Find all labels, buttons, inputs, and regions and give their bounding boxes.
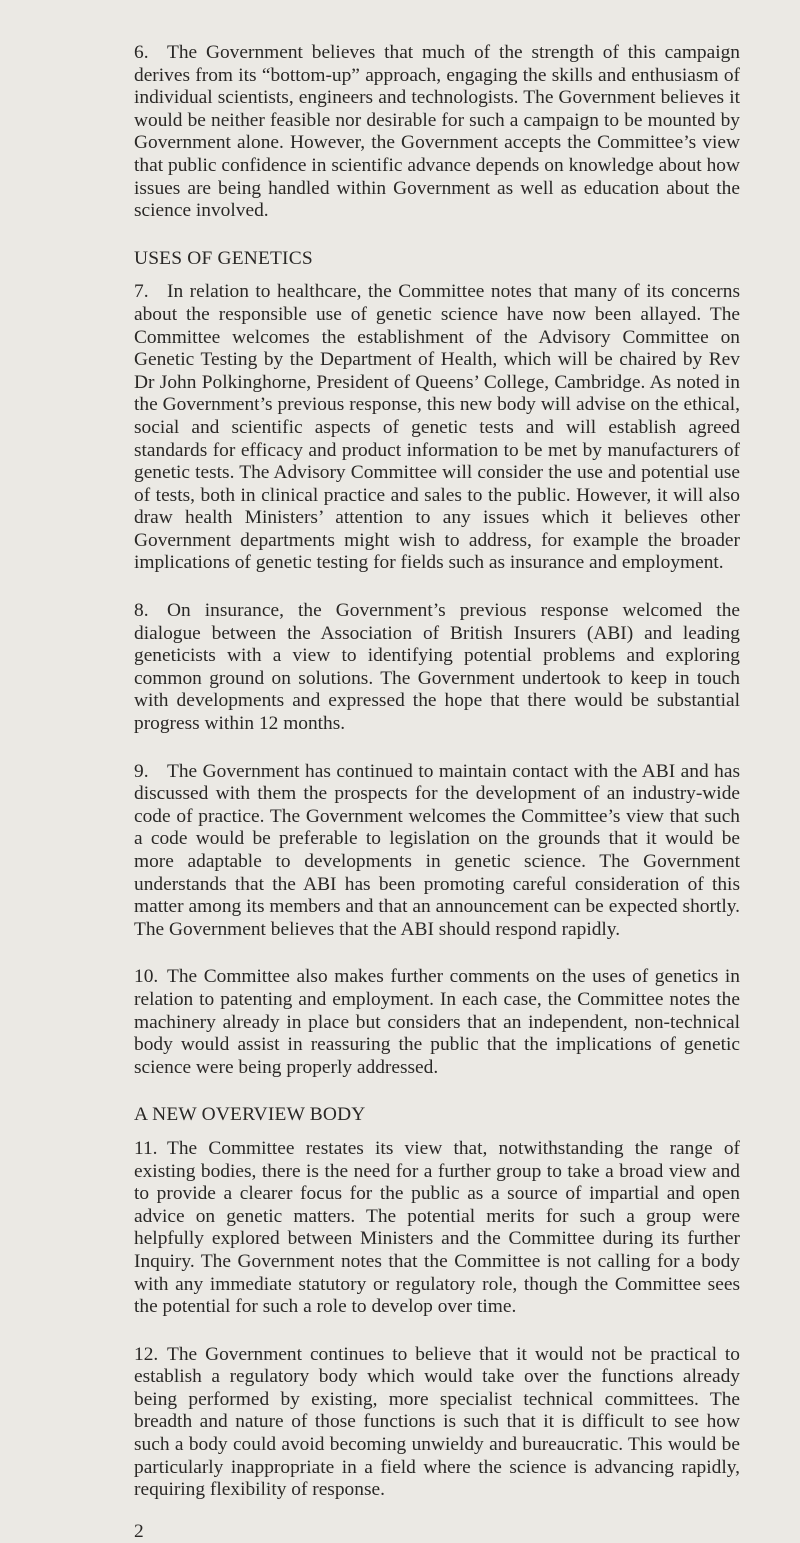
paragraph-number: 6. xyxy=(134,42,149,63)
paragraph-9 xyxy=(134,761,740,942)
paragraph-number: 11. xyxy=(134,1137,158,1159)
paragraph-text: The Government continues to believe that it would not be practical to establish a regulatory body which would take over the functions already being performed by existing, more specialist technical committees. The breadth and nature of those functions is such that it is difficult to see how such a body could avoid becoming unwieldy and bureaucratic. This would be particularly inappropriate in a field where the science is advancing rapidly, requiring flexibility of response. xyxy=(134,1343,740,1501)
paragraph-text: In relation to healthcare, the Committee notes that many of its concerns about the responsible use of genetic science have now been allayed. The Committee welcomes the establishment of the Advisory Committee on Genetic Testing by the Department of Health, which will be chaired by Rev Dr John Polkinghorne, President of Queens’ College, Cambridge. As noted in the Government’s previous response, this new body will advise on the ethical, social and scientific aspects of genetic tests and will establish agreed standards for efficacy and product information to be met by manufacturers of genetic tests. The Advisory Committee will consider the use and potential use of tests, both in clinical practice and sales to the public. However, it will also draw health Ministers’ attention to any issues which it believes other Government departments might wish to address, for example the broader implications of genetic testing for fields such as insurance and employment. xyxy=(134,281,740,574)
section-heading-uses-of-genetics: USES OF GENETICS xyxy=(134,247,313,269)
paragraph-text: On insurance, the Government’s previous response welcomed the dialogue between the Association of British Insurers (ABI) and leading geneticists with a view to identifying potential problems and exploring common ground on solutions. The Government undertook to keep in touch with developments and expressed the hope that there would be substantial progress within 12 months. xyxy=(134,600,740,735)
section-heading-new-overview-body: A NEW OVERVIEW BODY xyxy=(134,1104,366,1126)
paragraph-text: The Committee also makes further comments on the uses of genetics in relation to patenting and employment. In each case, the Committee notes the machinery already in place but considers that an independent, non-technical body would assist in reassuring the public that the implications of genetic science were being properly addressed. xyxy=(134,966,740,1078)
paragraph-text: The Government believes that much of the strength of this campaign derives from its “bottom-up” approach, engaging the skills and enthusiasm of individual scientists, engineers and technologists. The Government believes it would be neither feasible nor desirable for such a campaign to be mounted by Government alone. However, the Government accepts the Committee’s view that public confidence in scientific advance depends on knowledge about how issues are being handled within Government as well as education about the science involved. xyxy=(134,42,740,222)
page-number: 2 xyxy=(134,1520,144,1542)
paragraph-11 xyxy=(134,1138,740,1319)
paragraph-text: The Government has continued to maintain contact with the ABI and has discussed with them the prospects for the development of an industry-wide code of practice. The Government welcomes the Committee’s view that such a code would be preferable to legislation on the grounds that it would be more adaptable to developments in genetic science. The Government understands that the ABI has been promoting careful consideration of this matter among its members and that an announcement can be expected shortly. The Government believes that the ABI should respond rapidly. xyxy=(134,760,740,940)
paragraph-number: 12. xyxy=(134,1343,159,1365)
paragraph-7 xyxy=(134,281,740,575)
paragraph-8 xyxy=(134,600,740,736)
paragraph-12 xyxy=(134,1344,740,1502)
paragraph-number: 10. xyxy=(134,966,159,988)
paragraph-number: 7. xyxy=(134,281,149,303)
paragraph-10 xyxy=(134,966,740,1079)
paragraph-6 xyxy=(134,42,740,223)
paragraph-number: 9. xyxy=(134,760,149,782)
paragraph-number: 8. xyxy=(134,600,149,622)
paragraph-text: The Committee restates its view that, notwithstanding the range of existing bodies, there is the need for a further group to take a broad view and to provide a clearer focus for the public as a source of impartial and open advice on genetic matters. The potential merits for such a group were helpfully explored between Ministers and the Committee during its further Inquiry. The Government notes that the Committee is not calling for a body with any immediate statutory or regulatory role, though the Committee sees the potential for such a role to develop over time. xyxy=(134,1137,740,1318)
